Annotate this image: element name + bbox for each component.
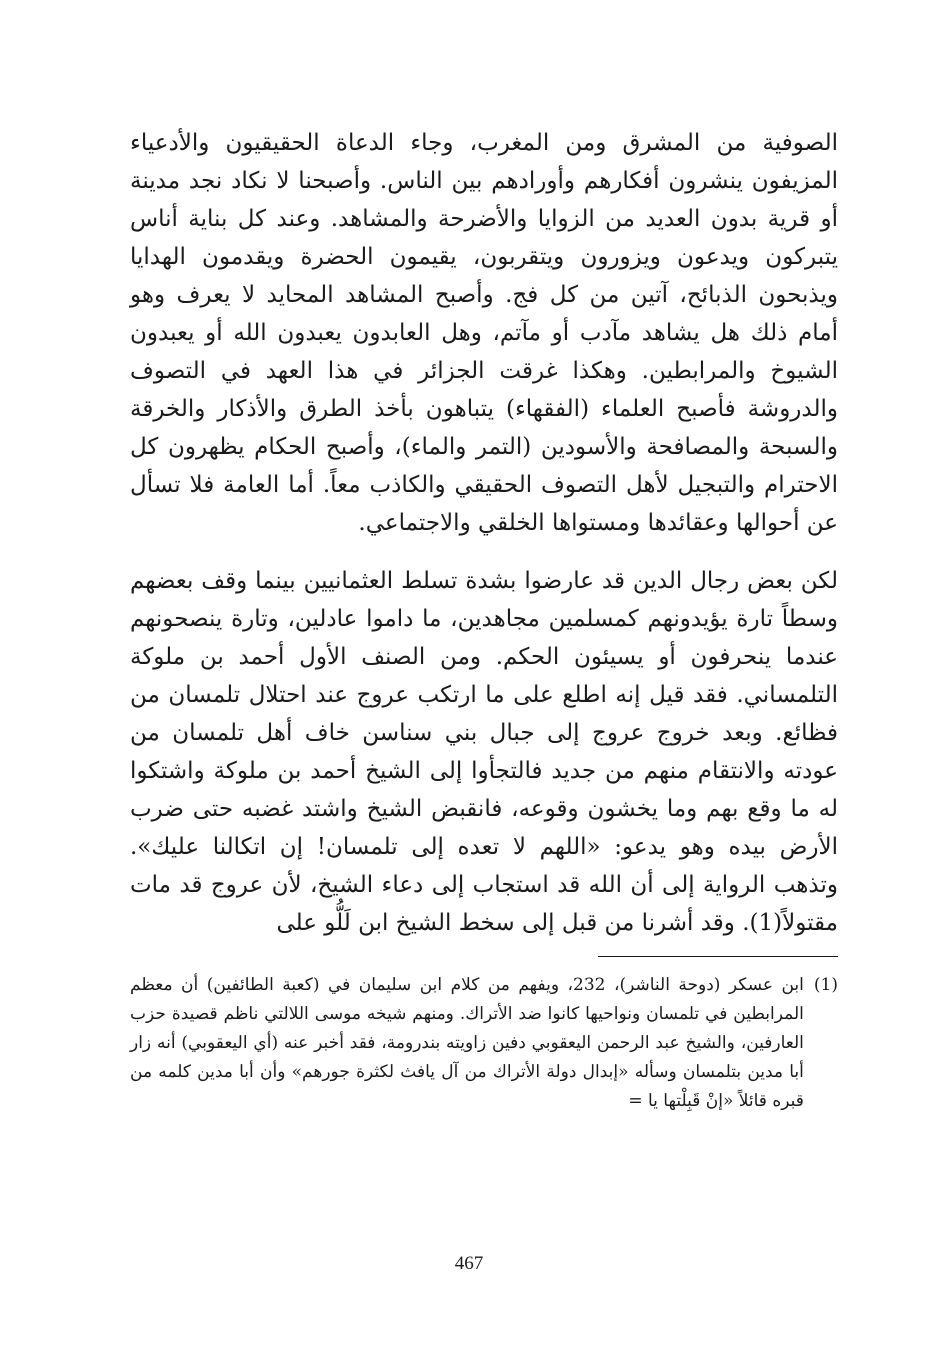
body-text <box>130 124 838 942</box>
footnote <box>130 971 838 1116</box>
page-content <box>130 124 838 1116</box>
footnote-divider <box>598 956 838 957</box>
page-number: 467 <box>454 1253 484 1274</box>
footnote-marker: (1) <box>813 975 838 995</box>
paragraph-1: الصوفية من المشرق ومن المغرب، وجاء الدعاة الحقيقيون والأدعياء المزيفون ينشرون أفكارهم وأورادهم بين الناس. وأصبحنا لا نكاد نجد مدينة أو قرية بدون العديد من الزوايا والأضرحة والمشاهد. وعند كل بناية أناس يتبركون ويدعون ويزورون ويتقربون، يقيمون الحضرة ويقدمون الهدايا ويذبحون الذبائح، آتين من كل فج. وأصبح المشاهد المحايد لا يعرف وهو أمام ذلك هل يشاهد مآدب أو مآتم، وهل العابدون يعبدون الله أو يعبدون الشيوخ والمرابطين. وهكذا غرقت الجزائر في هذا العهد في التصوف والدروشة فأصبح العلماء (الفقهاء) يتباهون بأخذ الطرق والأذكار والخرقة والسبحة والمصافحة والأسودين (التمر والماء)، وأصبح الحكام يظهرون كل الاحترام والتبجيل لأهل التصوف الحقيقي والكاذب معاً. أما العامة فلا تسأل عن أحوالها وعقائدها ومستواها الخلقي والاجتماعي. <box>130 130 839 536</box>
footnote-text: ابن عسكر (دوحة الناشر)، 232، ويفهم من كلام ابن سليمان في (كعبة الطائفين) أن معظم المرابطين في تلمسان ونواحيها كانوا ضد الأتراك. ومنهم شيخه موسى اللالتي ناظم قصيدة حزب العارفين، والشيخ عبد الرحمن اليعقوبي دفين زاويته بندرومة، فقد أخبر عنه (أي اليعقوبي) أنه زار أبا مدين بتلمسان وسأله «إبدال دولة الأتراك من آل يافث لكثرة جورهم» وأن أبا مدين كلمه من قبره قائلاً «إنْ قَبِلْتها يا = <box>130 975 804 1111</box>
paragraph-2: لكن بعض رجال الدين قد عارضوا بشدة تسلط العثمانيين بينما وقف بعضهم وسطاً تارة يؤيدونهم كمسلمين مجاهدين، ما داموا عادلين، وتارة ينصحونهم عندما ينحرفون أو يسيئون الحكم. ومن الصنف الأول أحمد بن ملوكة التلمساني. فقد قيل إنه اطلع على ما ارتكب عروج عند احتلال تلمسان من فظائع. وبعد خروج عروج إلى جبال بني سناسن خاف أهل تلمسان من عودته والانتقام منهم من جديد فالتجأوا إلى الشيخ أحمد بن ملوكة واشتكوا له ما وقع بهم وما يخشون وقوعه، فانقبض الشيخ واشتد غضبه حتى ضرب الأرض بيده وهو يدعو: «اللهم لا تعده إلى تلمسان! إن اتكالنا عليك». وتذهب الرواية إلى أن الله قد استجاب إلى دعاء الشيخ، لأن عروج قد مات مقتولاً(1). وقد أشرنا من قبل إلى سخط الشيخ ابن لَلُّو على <box>130 568 839 936</box>
